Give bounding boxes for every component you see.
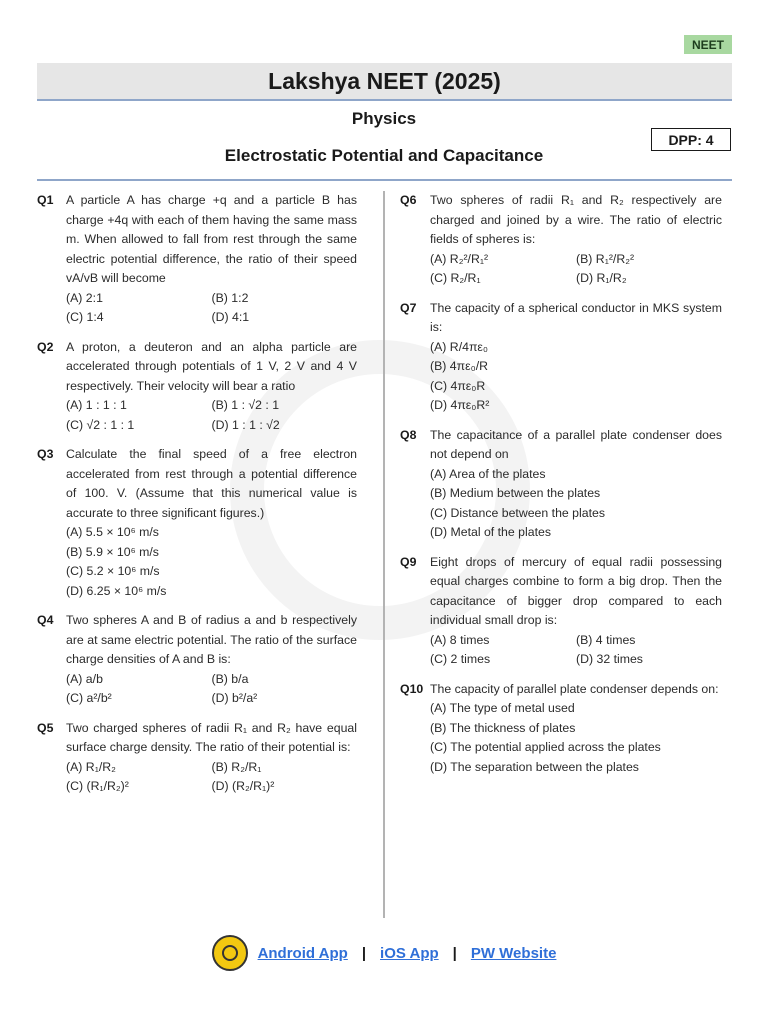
question-number: Q1 — [37, 193, 54, 207]
question-q7 — [400, 299, 722, 416]
answer-option: (C) √2 : 1 : 1 — [66, 417, 135, 432]
question-number: Q3 — [37, 447, 54, 461]
question-number: Q10 — [400, 681, 424, 696]
answer-option: (C) The potential applied across the plates — [430, 740, 661, 754]
question-q2 — [37, 338, 357, 436]
answer-option: (C) (R₁/R₂)² — [66, 779, 129, 793]
footer-separator: | — [361, 944, 367, 962]
answer-option: (A) The type of metal used — [430, 701, 575, 715]
question-stem: Two spheres A and B of radius a and b respectively are at same electric potential. The ratio of the surface charge densities of A and B is: — [66, 613, 357, 666]
question-stem: The capacitance of a parallel plate condenser does not depend on — [430, 427, 722, 461]
right-column — [400, 191, 722, 787]
chapter-heading: Electrostatic Potential and Capacitance — [224, 146, 544, 165]
answer-option: (B) b/a — [211, 671, 249, 686]
answer-option: (D) 4πε₀R² — [430, 398, 490, 412]
answer-option: (B) R₁²/R₂² — [576, 251, 635, 266]
question-stem: Two spheres of radii R₁ and R₂ respectively are charged and joined by a wire. The ratio of electric fields of spheres is: — [430, 193, 722, 246]
question-q5 — [37, 719, 357, 797]
answer-option: (A) a/b — [66, 671, 103, 686]
answer-option: (A) R/4πε₀ — [430, 339, 489, 354]
answer-option: (C) R₂/R₁ — [430, 271, 481, 285]
question-stem: A proton, a deuteron and an alpha particle are accelerated through potentials of 1 V, 2 V and 4 V respectively. Their velocity will bear a ratio — [66, 339, 357, 393]
answer-option: (B) 4πε₀/R — [430, 359, 489, 373]
answer-option: (B) Medium between the plates — [430, 486, 601, 500]
answer-option: (D) b²/a² — [211, 691, 258, 705]
answer-option: (A) 2:1 — [66, 290, 103, 305]
column-divider — [383, 191, 385, 918]
answer-option: (D) (R₂/R₁)² — [211, 779, 275, 793]
neet-badge: NEET — [684, 35, 732, 54]
answer-option: (B) The thickness of plates — [430, 720, 576, 735]
pw-website-link[interactable]: PW Website — [470, 944, 557, 962]
question-number: Q9 — [400, 554, 417, 569]
question-stem: The capacity of a spherical conductor in MKS system is: — [430, 300, 722, 334]
question-q10 — [400, 680, 722, 778]
answer-option: (C) 5.2 × 10⁶ m/s — [66, 564, 160, 578]
question-stem: Eight drops of mercury of equal radii possessing equal charges combine to form a big drop. Then the capacitance of bigger drop compared to each individual small drop is: — [430, 554, 722, 627]
answer-option: (A) 5.5 × 10⁶ m/s — [66, 525, 159, 539]
question-q8 — [400, 426, 722, 543]
answer-option: (D) 32 times — [576, 652, 643, 666]
dpp-box: DPP: 4 — [651, 128, 731, 151]
left-column — [37, 191, 357, 807]
header-rule — [37, 179, 732, 181]
footer-separator: | — [452, 944, 457, 962]
answer-option: (A) 8 times — [430, 632, 490, 647]
answer-option: (B) 4 times — [576, 632, 636, 647]
question-q1 — [37, 191, 357, 328]
question-stem: Two charged spheres of radii R₁ and R₂ have equal surface charge density. The ratio of their potential is: — [66, 720, 357, 754]
question-stem: A particle A has charge +q and a particle B has charge +4q with each of them having the same mass m. When allowed to fall from rest through the same electric potential difference, the ratio of their speed vA/vB will become — [66, 193, 357, 285]
answer-option: (C) 4πε₀R — [430, 378, 486, 393]
answer-option: (C) a²/b² — [66, 691, 112, 705]
question-stem: The capacity of parallel plate condenser depends on: — [430, 681, 719, 696]
answer-option: (B) 1:2 — [211, 290, 249, 305]
answer-option: (D) 4:1 — [211, 310, 250, 324]
question-stem: Calculate the final speed of a free electron accelerated from rest through a potential difference of 100. V. (Assume that this numerical value is accurate to three significant figures.) — [66, 447, 357, 520]
answer-option: (C) 2 times — [430, 652, 491, 666]
answer-option: (D) Metal of the plates — [430, 525, 551, 539]
page-title: Lakshya NEET (2025) — [37, 63, 732, 101]
question-q9 — [400, 553, 722, 670]
subject-heading: Physics — [351, 109, 417, 128]
answer-option: (C) Distance between the plates — [430, 505, 605, 520]
answer-option: (D) 6.25 × 10⁶ m/s — [66, 583, 167, 598]
question-number: Q7 — [400, 300, 417, 315]
answer-option: (C) 1:4 — [66, 310, 104, 324]
answer-option: (D) 1 : 1 : √2 — [211, 417, 280, 432]
answer-option: (A) 1 : 1 : 1 — [66, 398, 127, 412]
answer-option: (D) The separation between the plates — [430, 759, 639, 774]
question-number: Q4 — [37, 613, 54, 627]
question-q4 — [37, 611, 357, 709]
ios-app-link[interactable]: iOS App — [380, 944, 439, 962]
answer-option: (A) R₂²/R₁² — [430, 251, 489, 266]
question-q6 — [400, 191, 722, 289]
question-number: Q6 — [400, 193, 417, 207]
answer-option: (D) R₁/R₂ — [576, 271, 627, 285]
android-app-link[interactable]: Android App — [257, 944, 348, 962]
answer-option: (B) R₂/R₁ — [211, 759, 262, 774]
question-number: Q8 — [400, 427, 417, 442]
answer-option: (A) Area of the plates — [430, 466, 546, 481]
answer-option: (B) 1 : √2 : 1 — [211, 398, 280, 412]
question-number: Q5 — [37, 720, 54, 735]
footer — [0, 934, 768, 972]
answer-option: (B) 5.9 × 10⁶ m/s — [66, 544, 159, 559]
question-number: Q2 — [37, 339, 54, 354]
answer-option: (A) R₁/R₂ — [66, 759, 116, 774]
question-q3 — [37, 445, 357, 601]
customer-service-logo-icon — [212, 935, 248, 971]
